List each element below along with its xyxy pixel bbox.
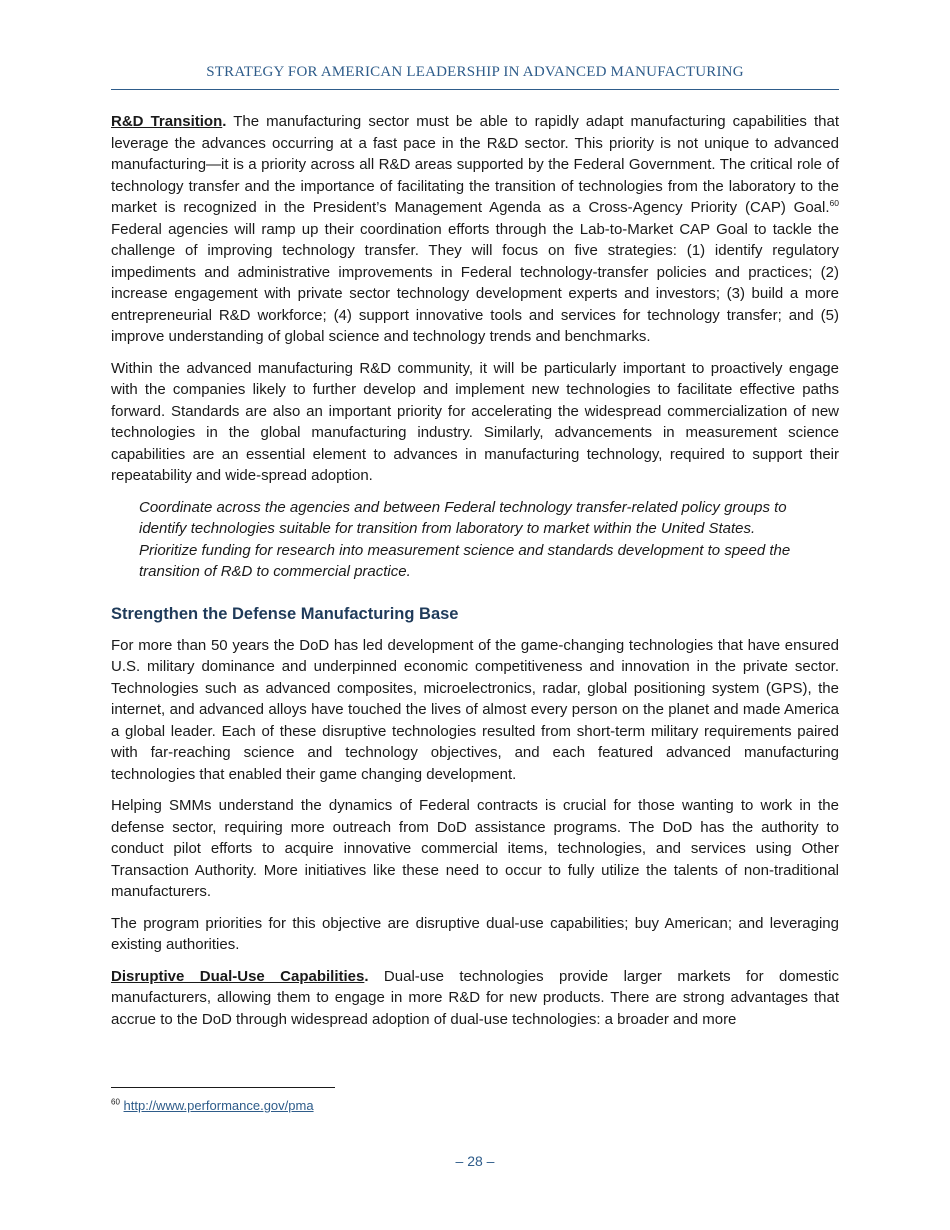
recommendation-callout: Coordinate across the agencies and between Federal technology transfer-related policy groups to identify technologies suitable for transition from laboratory to market within the United States. Prioritize funding for research into measurement science and standards development to speed the transition of R&D to commercial practice. (139, 498, 791, 580)
defense-paragraph-3: The program priorities for this objective are disruptive dual-use capabilities; buy American; and leveraging existing authorities. (111, 914, 839, 953)
page-number: – 28 – (455, 1153, 495, 1169)
rd-transition-run-in: R&D Transition (111, 113, 223, 130)
rd-transition-text-2: Federal agencies will ramp up their coordination efforts through the Lab-to-Market CAP Goal to tackle the challenge of improving technology transfer. They will focus on five strategies: (1) identify regulatory impediments and administrative improvements in Federal technology-transfer policies and practices; (2) increase engagement with private sector technology development experts and investors; (3) build a more entrepreneurial R&D workforce; (4) support innovative tools and services for technology transfer; and (5) improve understanding of global science and technology trends and benchmarks. (111, 220, 839, 345)
dual-use-text: Dual-use technologies provide larger markets for domestic manufacturers, allowing them to engage in more R&D for new products. There are strong advantages that accrue to the DoD through widespread adoption of dual-use technologies: a broader and more (111, 967, 839, 1028)
header-rule (111, 89, 839, 90)
defense-paragraph-1: For more than 50 years the DoD has led development of the game-changing technologies that have ensured U.S. military dominance and underpinned economic competitiveness and innovation in the private sector. Technologies such as advanced composites, microelectronics, radar, global positioning system (GPS), the internet, and advanced alloys have touched the lives of almost every person on the planet and made America a global leader. Each of these disruptive technologies resulted from short-term military requirements paired with far-reaching science and technology objectives, and each featured advanced manufacturing technologies that enabled their game changing development. (111, 636, 839, 783)
rd-transition-paragraph (111, 111, 839, 348)
dual-use-run-in: Disruptive Dual-Use Capabilities (111, 967, 365, 985)
running-header: STRATEGY FOR AMERICAN LEADERSHIP IN ADVANCED MANUFACTURING (206, 64, 744, 80)
run-in-period: . (222, 113, 227, 130)
footnote-rule (111, 1087, 335, 1088)
defense-paragraph-2: Helping SMMs understand the dynamics of Federal contracts is crucial for those wanting to work in the defense sector, requiring more outreach from DoD assistance programs. The DoD has the authority to conduct pilot efforts to acquire innovative commercial items, technologies, and services using Other Transaction Authority. More initiatives like these need to occur to fully utilize the talents of non-traditional manufacturers. (111, 797, 839, 900)
dual-use-paragraph (111, 966, 839, 1031)
footnote-reference[interactable]: 60 (829, 198, 839, 208)
footnote-number: 60 (111, 1097, 120, 1107)
footnote-link[interactable]: http://www.performance.gov/pma (123, 1098, 314, 1113)
run-in-period: . (364, 967, 369, 985)
page-content (111, 111, 839, 1040)
footnote (111, 1097, 314, 1115)
community-paragraph: Within the advanced manufacturing R&D community, it will be particularly important to proactively engage with the companies likely to further develop and implement new technologies to facilitate effective paths forward. Standards are also an important priority for accelerating the widespread commercialization of new technologies in the global manufacturing industry. Similarly, advancements in measurement science capabilities are an essential element to advances in manufacturing technology, required to support their repeatability and wide-spread adoption. (111, 359, 839, 484)
section-heading: Strengthen the Defense Manufacturing Base (111, 604, 459, 623)
rd-transition-text-1: The manufacturing sector must be able to rapidly adapt manufacturing capabilities that leverage the advances occurring at a fast pace in the R&D sector. This priority is not unique to advanced manufacturing—it is a priority across all R&D areas supported by the Federal Government. The critical role of technology transfer and the importance of facilitating the transition of technologies from the laboratory to the market is recognized in the President’s Management Agenda as a Cross-Agency Priority (CAP) Goal. (111, 113, 839, 216)
